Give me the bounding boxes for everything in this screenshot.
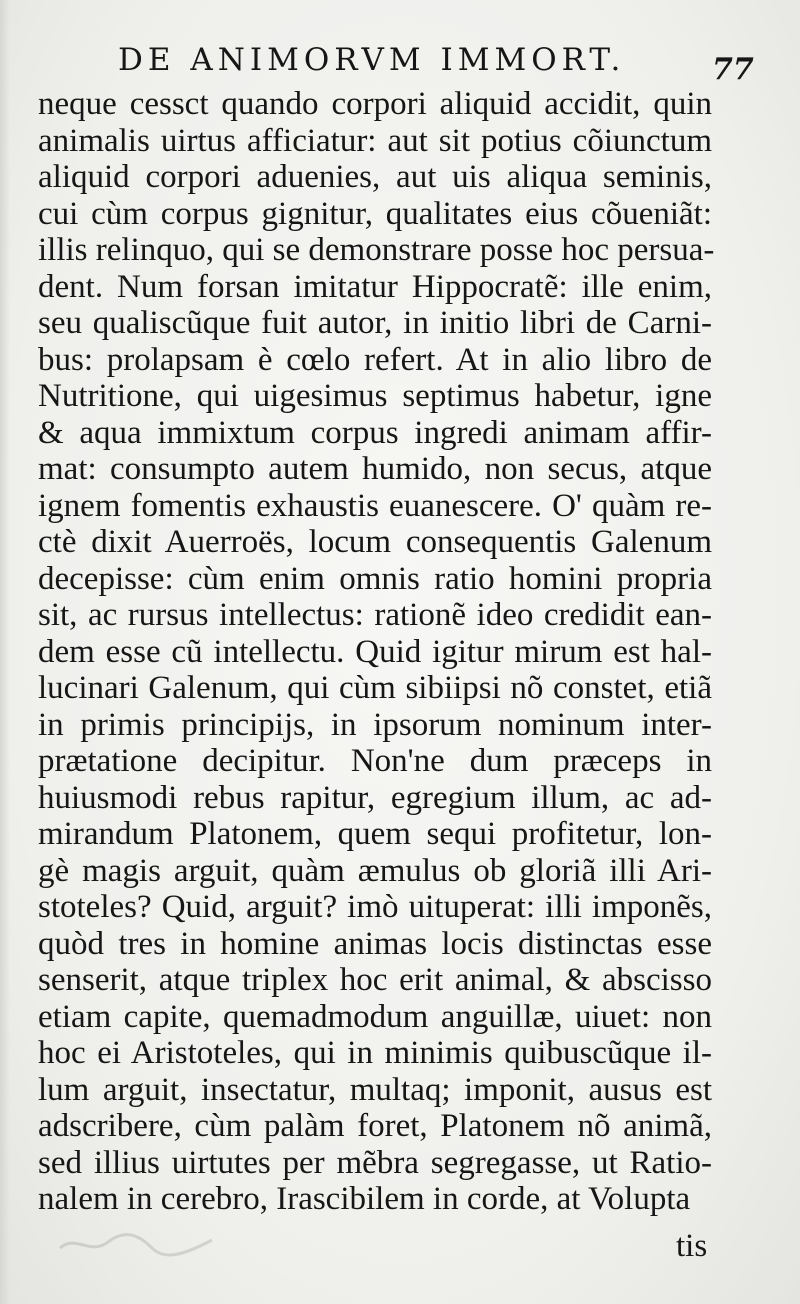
text-line: aliquid corpori aduenies, aut uis aliqua seminis,: [38, 159, 712, 195]
page-number: 77: [712, 52, 754, 87]
text-line: illis relinquo, qui se demonstrare posse hoc persua-: [38, 232, 715, 268]
text-line: sit, ac rursus intellectus: rationẽ ideo credidit ean-: [38, 597, 712, 633]
text-line: dent. Num forsan imitatur Hippocratẽ: ille enim,: [38, 268, 712, 305]
text-line: mirandum Platonem, quem sequi profitetur, lon-: [38, 816, 712, 852]
text-line: quòd tres in homine animas locis distinctas esse: [38, 925, 712, 962]
running-title: DE ANIMORVM IMMORT.: [118, 42, 626, 78]
text-line: mat: consumpto autem humido, non secus, atque: [38, 451, 712, 487]
text-line: ignem fomentis exhaustis euanescere. O' quàm re-: [38, 487, 712, 524]
text-line: sed illius uirtutes per mẽbra segregasse, ut Ratio-: [38, 1144, 712, 1181]
body-text: [38, 86, 715, 1218]
page-header: [0, 38, 800, 88]
text-line: decepisse: cùm enim omnis ratio homini propria: [38, 560, 712, 597]
text-line: nalem in cerebro, Irascibilem in corde, at Volupta: [38, 1181, 691, 1217]
text-line: lum arguit, insectatur, multaq; imponit, ausus est: [38, 1071, 712, 1108]
show-through-ink-mark: [56, 1226, 216, 1260]
text-line: etiam capite, quemadmodum anguillæ, uiuet: non: [38, 998, 712, 1035]
text-line: in primis principijs, in ipsorum nominum inter-: [38, 706, 712, 743]
text-line: Nutritione, qui uigesimus septimus habetur, igne: [38, 378, 712, 414]
text-line: prætatione decipitur. Non'ne dum præceps in: [38, 743, 712, 779]
text-line: animalis uirtus afficiatur: aut sit potius cõiunctum: [38, 122, 712, 159]
page-edge-shadow: [0, 0, 10, 1304]
text-line: seu qualiscũque fuit autor, in initio libri de Carni-: [38, 305, 712, 341]
text-line: neque cessct quando corpori aliquid accidit, quin: [38, 86, 712, 122]
text-line: bus: prolapsam è cœlo refert. At in alio libro de: [38, 341, 712, 378]
text-line: & aqua immixtum corpus ingredi animam affir-: [38, 414, 712, 451]
catchword: tis: [676, 1228, 708, 1264]
text-line: gè magis arguit, quàm æmulus ob gloriã illi Ari-: [38, 852, 712, 889]
text-line: adscribere, cùm palàm foret, Platonem nõ animã,: [38, 1108, 712, 1144]
text-line: hoc ei Aristoteles, qui in minimis quibuscũque il-: [38, 1035, 712, 1071]
text-line: dem esse cũ intellectu. Quid igitur mirum est hal-: [38, 633, 712, 670]
text-line: huiusmodi rebus rapitur, egregium illum, ac ad-: [38, 779, 712, 816]
text-line: stoteles? Quid, arguit? imò uituperat: illi imponẽs,: [38, 889, 712, 925]
text-line: cui cùm corpus gignitur, qualitates eius cõueniãt:: [38, 195, 712, 232]
text-line: senserit, atque triplex hoc erit animal, & abscisso: [38, 962, 712, 998]
text-line: ctè dixit Auerroës, locum consequentis Galenum: [38, 524, 712, 560]
text-line: lucinari Galenum, qui cùm sibiipsi nõ constet, etiã: [38, 670, 712, 706]
